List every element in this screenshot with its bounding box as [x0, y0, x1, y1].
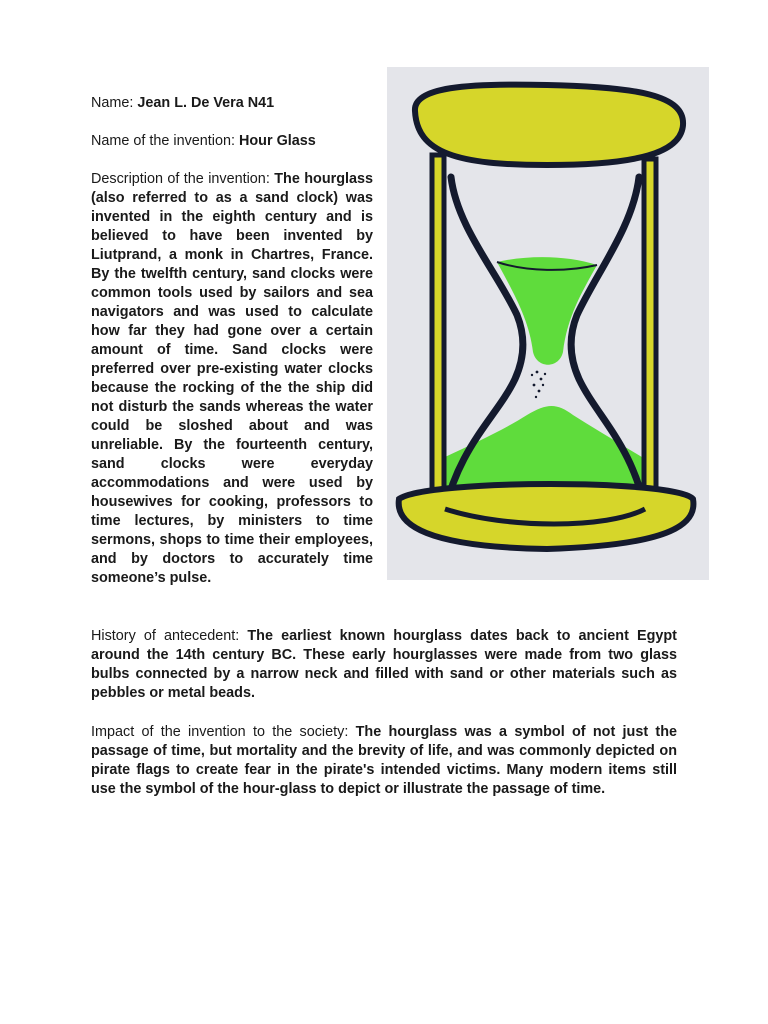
hourglass-drawing-photo [387, 67, 709, 580]
description-text: The hourglass (also referred to as a sand clock) was invented in the eighth century and is believed to have been invented by Liutprand, a monk in Chartres, France. By the twelfth century, sand clocks were common tools used by sailors and sea navigators and was used to calculate how far they had gone over a certain amount of time. Sand clocks were preferred over pre-existing water clocks because the rocking of the the ship did not disturb the sands whereas the water could be sloshed about and was unreliable. By the fourteenth century, sand clocks were everyday accommodations and were used by housewives for cooking, professors to time lectures, by ministers to time sermons, shops to time their employees, and by doctors to accurately time someone’s pulse. [91, 171, 374, 586]
description-paragraph [91, 170, 373, 588]
description-label: Description of the invention: [91, 171, 270, 187]
history-text: The earliest known hourglass dates back to ancient Egypt around the 14th century BC. These early hourglasses were made from two glass bulbs connected by a narrow neck and filled with sand or other materials such as pebbles or metal beads. [91, 628, 677, 701]
invention-label: Name of the invention: [91, 133, 235, 149]
hourglass-icon [387, 67, 709, 580]
invention-name-line [91, 132, 371, 151]
history-label: History of antecedent: [91, 628, 240, 644]
impact-text: The hourglass was a symbol of not just the passage of time, but mortality and the brevity of life, and was commonly depicted on pirate flags to create fear in the pirate's intended victims. Many modern items still use the symbol of the hour-glass to depict or illustrate the passage of time. [91, 724, 677, 797]
impact-label: Impact of the invention to the society: [91, 724, 349, 740]
name-label: Name: [91, 95, 134, 111]
history-paragraph [91, 627, 677, 703]
invention-name: Hour Glass [239, 133, 316, 149]
student-name-line [91, 94, 371, 113]
student-name: Jean L. De Vera N41 [137, 95, 275, 111]
impact-paragraph [91, 723, 677, 799]
